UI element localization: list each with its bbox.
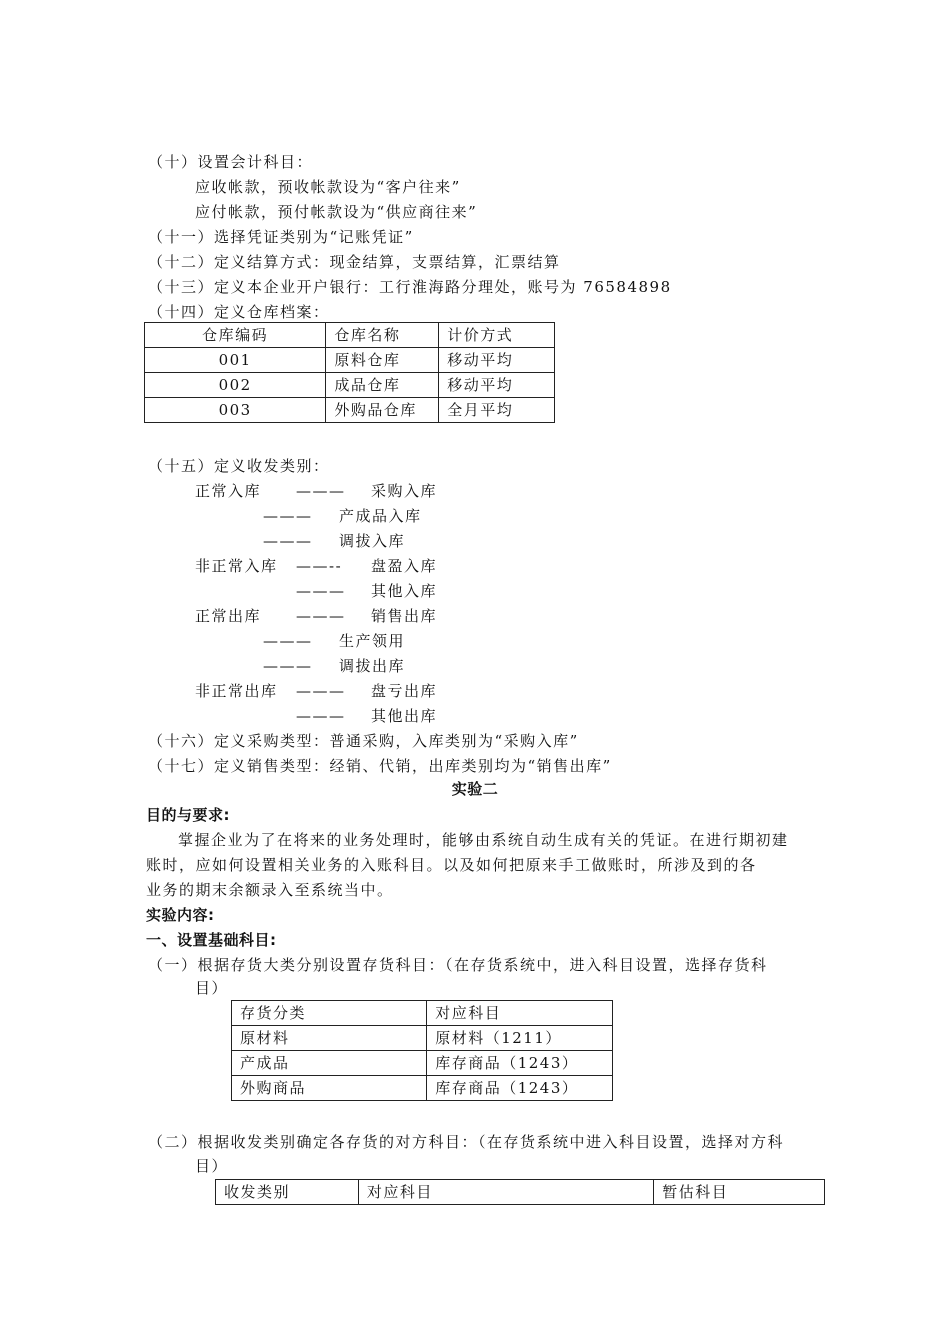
- table-header-row: [216, 1180, 825, 1205]
- goal-paragraph-line-2: 账时，应如何设置相关业务的入账科目。以及如何把原来手工做账时，所涉及到的各: [146, 856, 757, 874]
- content-heading: 实验内容:: [146, 906, 215, 924]
- receive-dispatch-table: [215, 1179, 825, 1205]
- dash-line: ———: [296, 707, 346, 725]
- dash-line: ———: [296, 582, 346, 600]
- experiment-title: 实验二: [451, 780, 499, 798]
- category-item: 产成品入库: [339, 507, 422, 525]
- table-cell: 库存商品（1243）: [427, 1076, 613, 1101]
- category-item: 盘亏出库: [371, 682, 438, 700]
- category-item: 其他出库: [371, 707, 438, 725]
- header-cell: 存货分类: [232, 1001, 427, 1026]
- category-item: 采购入库: [371, 482, 438, 500]
- table-row: [145, 398, 555, 423]
- section-10-line-2: 应付帐款，预付帐款设为“供应商往来”: [195, 203, 478, 221]
- part-1-item-2-line-1: （二）根据收发类别确定各存货的对方科目：（在存货系统中进入科目设置，选择对方科: [148, 1133, 785, 1151]
- table-cell: 移动平均: [439, 373, 555, 398]
- dash-line: ———: [263, 532, 313, 550]
- section-15-title: （十五）定义收发类别：: [148, 457, 330, 475]
- header-cell: 仓库编码: [145, 323, 326, 348]
- dash-line: ———: [296, 607, 346, 625]
- warehouse-table: [144, 322, 555, 423]
- table-cell: 全月平均: [439, 398, 555, 423]
- dash-line: ———: [296, 482, 346, 500]
- part-1-heading: 一、设置基础科目:: [146, 931, 277, 949]
- table-header-row: [145, 323, 555, 348]
- table-row: [145, 373, 555, 398]
- dash-line: ———: [263, 507, 313, 525]
- category-item: 盘盈入库: [371, 557, 438, 575]
- goal-heading: 目的与要求:: [146, 806, 230, 824]
- dash-line: ———: [263, 632, 313, 650]
- inventory-account-table: [231, 1000, 613, 1101]
- table-cell: 外购商品: [232, 1076, 427, 1101]
- section-13: （十三）定义本企业开户银行：工行淮海路分理处，账号为 76584898: [148, 278, 672, 296]
- header-cell: 暂估科目: [654, 1180, 825, 1205]
- section-10-line-1: 应收帐款，预收帐款设为“客户往来”: [195, 178, 461, 196]
- category-item: 调拔出库: [339, 657, 406, 675]
- category-label: 正常入库: [195, 482, 262, 500]
- table-cell: 002: [145, 373, 326, 398]
- table-cell: 成品仓库: [326, 373, 439, 398]
- table-row: [232, 1026, 613, 1051]
- category-item: 销售出库: [371, 607, 438, 625]
- category-item: 其他入库: [371, 582, 438, 600]
- header-cell: 仓库名称: [326, 323, 439, 348]
- section-11: （十一）选择凭证类别为“记账凭证”: [148, 228, 414, 246]
- category-label: 正常出库: [195, 607, 262, 625]
- category-label: 非正常出库: [195, 682, 278, 700]
- part-1-item-2-line-2: 目）: [195, 1157, 229, 1175]
- table-cell: 001: [145, 348, 326, 373]
- table-row: [232, 1076, 613, 1101]
- table-cell: 移动平均: [439, 348, 555, 373]
- table-cell: 原材料（1211）: [427, 1026, 613, 1051]
- part-1-item-1-line-1: （一）根据存货大类分别设置存货科目：（在存货系统中，进入科目设置，选择存货科: [148, 956, 768, 974]
- goal-paragraph-line-3: 业务的期末余额录入至系统当中。: [146, 881, 394, 899]
- category-item: 调拔入库: [339, 532, 406, 550]
- table-cell: 库存商品（1243）: [427, 1051, 613, 1076]
- dash-line: ———: [263, 657, 313, 675]
- section-10-title: （十）设置会计科目：: [148, 153, 314, 171]
- table-cell: 原料仓库: [326, 348, 439, 373]
- table-cell: 外购品仓库: [326, 398, 439, 423]
- goal-paragraph-line-1: 掌握企业为了在将来的业务处理时，能够由系统自动生成有关的凭证。在进行期初建: [178, 831, 789, 849]
- header-cell: 对应科目: [358, 1180, 653, 1205]
- section-12: （十二）定义结算方式：现金结算，支票结算，汇票结算: [148, 253, 561, 271]
- section-14: （十四）定义仓库档案：: [148, 303, 330, 321]
- header-cell: 对应科目: [427, 1001, 613, 1026]
- header-cell: 计价方式: [439, 323, 555, 348]
- dash-line: ——--: [296, 557, 343, 575]
- header-cell: 收发类别: [216, 1180, 359, 1205]
- category-item: 生产领用: [339, 632, 406, 650]
- part-1-item-1-line-2: 目）: [195, 979, 229, 997]
- table-cell: 003: [145, 398, 326, 423]
- dash-line: ———: [296, 682, 346, 700]
- table-row: [145, 348, 555, 373]
- table-cell: 产成品: [232, 1051, 427, 1076]
- section-16: （十六）定义采购类型：普通采购，入库类别为“采购入库”: [148, 732, 579, 750]
- section-17: （十七）定义销售类型：经销、代销，出库类别均为“销售出库”: [148, 757, 612, 775]
- table-header-row: [232, 1001, 613, 1026]
- table-cell: 原材料: [232, 1026, 427, 1051]
- category-label: 非正常入库: [195, 557, 278, 575]
- table-row: [232, 1051, 613, 1076]
